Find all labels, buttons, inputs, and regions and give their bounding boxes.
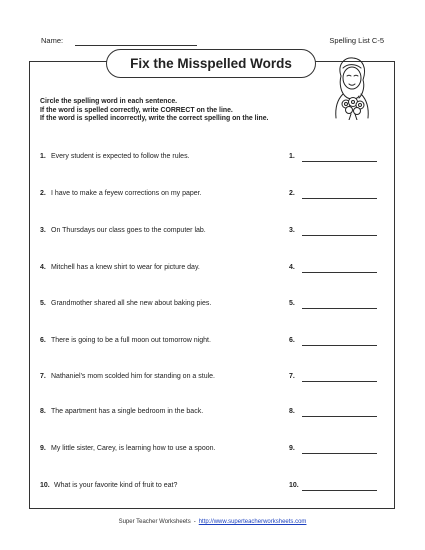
question-item-8 (40, 408, 385, 420)
answer-line[interactable] (302, 161, 377, 162)
worksheet-title-text: Fix the Misspelled Words (130, 56, 292, 71)
question-number: 3. (40, 227, 46, 234)
question-number: 10. (40, 482, 50, 489)
question-item-9 (40, 445, 385, 457)
answer-line[interactable] (302, 198, 377, 199)
question-item-7 (40, 373, 385, 385)
question-number: 6. (40, 337, 46, 344)
answer-number: 8. (289, 408, 295, 415)
answer-line[interactable] (302, 308, 377, 309)
question-number: 4. (40, 264, 46, 271)
footer-url-link[interactable]: http://www.superteacherworksheets.com (198, 519, 307, 525)
answer-number: 10. (289, 482, 299, 489)
question-item-1 (40, 153, 385, 165)
answer-line[interactable] (302, 453, 377, 454)
question-sentence[interactable]: Nathaniel's mom scolded him for standing on a stule. (51, 373, 215, 380)
instruction-line: Circle the spelling word in each sentence. (40, 98, 178, 105)
name-label: Name: (41, 36, 64, 45)
worksheet-title (106, 49, 316, 78)
question-sentence[interactable]: There is going to be a full moon out tomorrow night. (51, 337, 211, 344)
question-number: 7. (40, 373, 46, 380)
answer-number: 9. (289, 445, 295, 452)
question-item-2 (40, 190, 385, 202)
question-number: 8. (40, 408, 46, 415)
answer-number: 4. (289, 264, 295, 271)
instruction-line: If the word is spelled correctly, write CORRECT on the line. (40, 106, 233, 114)
question-item-5 (40, 300, 385, 312)
question-item-10 (40, 482, 385, 494)
answer-line[interactable] (302, 272, 377, 273)
page-footer (0, 519, 425, 525)
question-item-6 (40, 337, 385, 349)
question-number: 1. (40, 153, 46, 160)
answer-line[interactable] (302, 416, 377, 417)
question-item-4 (40, 264, 385, 276)
question-sentence[interactable]: Every student is expected to follow the rules. (51, 153, 190, 160)
question-item-3 (40, 227, 385, 239)
footer-site-name: Super Teacher Worksheets (118, 519, 191, 525)
answer-number: 2. (289, 190, 295, 197)
answer-number: 1. (289, 153, 295, 160)
question-sentence[interactable]: I have to make a feyew corrections on my paper. (51, 190, 202, 197)
answer-number: 3. (289, 227, 295, 234)
question-sentence[interactable]: Mitchell has a knew shirt to wear for picture day. (51, 264, 200, 271)
worksheet-frame (29, 61, 395, 509)
question-sentence[interactable]: On Thursdays our class goes to the computer lab. (51, 227, 206, 234)
answer-number: 7. (289, 373, 295, 380)
answer-line[interactable] (302, 345, 377, 346)
question-sentence[interactable]: My little sister, Carey, is learning how to use a spoon. (51, 445, 216, 452)
answer-number: 6. (289, 337, 295, 344)
instruction-line: If the word is spelled incorrectly, write the correct spelling on the line. (40, 115, 269, 123)
girl-with-flowers-icon (327, 54, 375, 120)
question-number: 2. (40, 190, 46, 197)
question-number: 9. (40, 445, 46, 452)
footer-separator: - (193, 519, 196, 525)
question-sentence[interactable]: The apartment has a single bedroom in the back. (51, 408, 204, 415)
question-number: 5. (40, 300, 46, 307)
answer-line[interactable] (302, 490, 377, 491)
spelling-list-label: Spelling List C-5 (329, 36, 384, 45)
answer-line[interactable] (302, 235, 377, 236)
instructions (40, 98, 268, 124)
question-sentence[interactable]: Grandmother shared all she new about baking pies. (51, 300, 212, 307)
question-sentence[interactable]: What is your favorite kind of fruit to eat? (54, 482, 178, 489)
name-field-line[interactable] (75, 45, 197, 46)
answer-number: 5. (289, 300, 295, 307)
answer-line[interactable] (302, 381, 377, 382)
header-row (41, 36, 384, 50)
